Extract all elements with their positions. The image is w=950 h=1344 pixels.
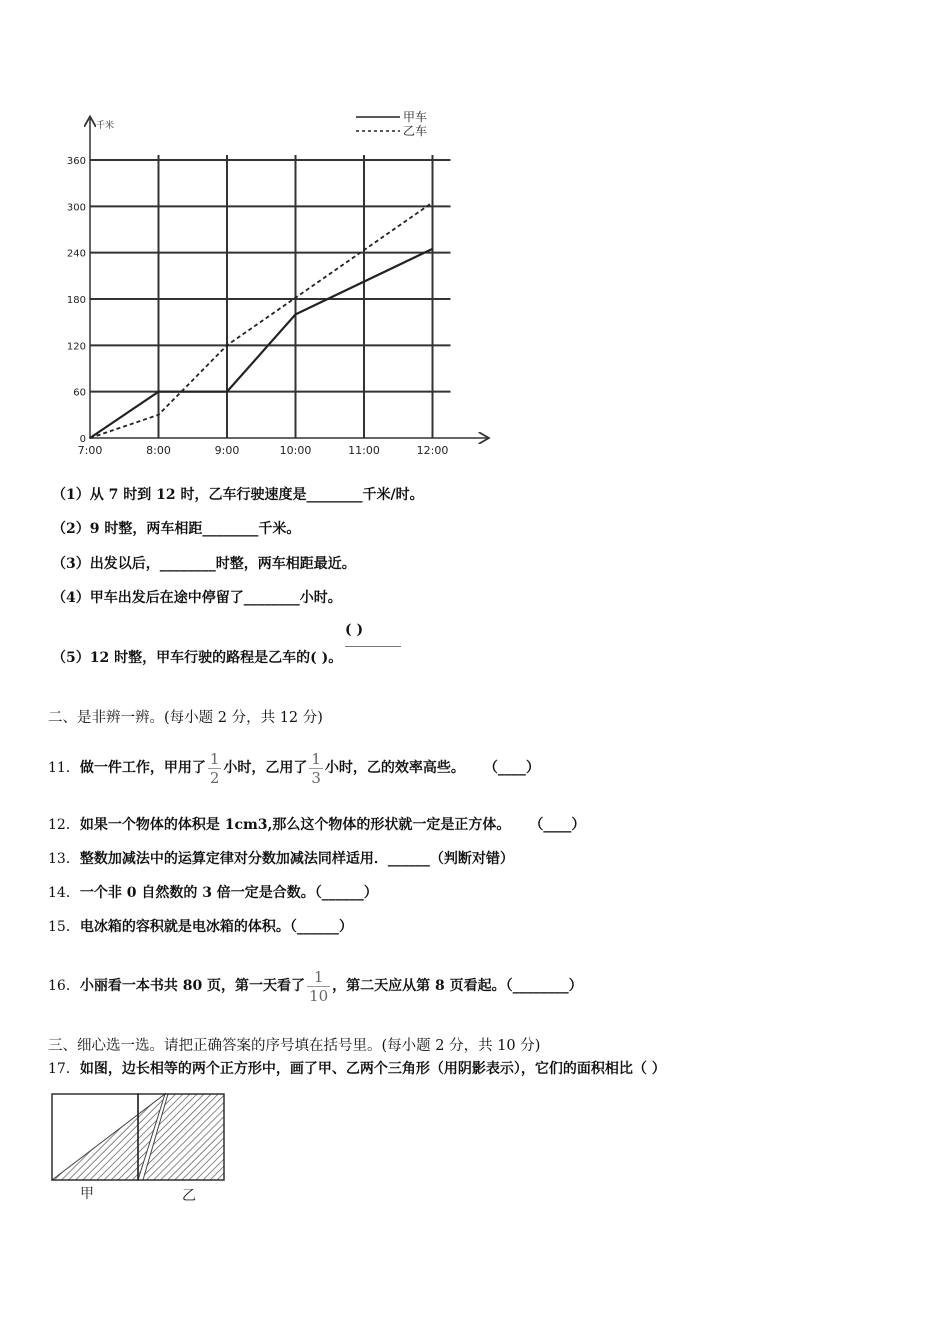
fraction-numerator-blank: ( ) (345, 622, 364, 638)
y-tick-label: 360 (66, 156, 86, 167)
question-2: （2）9 时整，两车相距________千米。 (52, 521, 301, 537)
y-tick-label: 240 (66, 248, 86, 260)
question-5-text: （5）12 时整，甲车行驶的路程是乙车的 (52, 650, 311, 666)
q11-f2-den: 3 (311, 768, 321, 787)
q12-answer-blank[interactable]: （____） (536, 817, 586, 833)
fraction-bar (345, 646, 401, 647)
legend-label-1: 甲车 (403, 110, 428, 124)
q13-number: 13． (48, 851, 80, 867)
x-tick-label: 10:00 (279, 444, 312, 457)
x-tick-label: 9:00 (214, 444, 240, 457)
q16-text-a: 小丽看一本书共 80 页，第一天看了 (79, 978, 306, 994)
q16-f-den: 10 (309, 986, 329, 1005)
q11-f1-num: 1 (209, 749, 220, 768)
q11-fraction-2 (309, 750, 323, 787)
q14-number: 14． (48, 885, 80, 901)
chart-axes (90, 118, 488, 438)
q16-fraction (307, 968, 330, 1005)
q16-f-num: 1 (307, 968, 330, 987)
q13-text: 整数加减法中的运算定律对分数加减法同样适用．______（判断对错） (79, 851, 514, 867)
y-tick-label: 0 (79, 434, 86, 445)
series-point (158, 414, 160, 416)
label-jia: 甲 (80, 1186, 94, 1202)
q11-fraction-1 (208, 750, 222, 787)
chart-grid (90, 155, 451, 438)
x-tick-label: 8:00 (146, 444, 171, 457)
series-point (226, 345, 228, 347)
q12-number: 12． (48, 817, 80, 833)
q11-text-a: 做一件工作，甲用了 (79, 760, 206, 776)
q15-number: 15． (48, 919, 80, 935)
label-yi: 乙 (182, 1188, 196, 1204)
question-15 (48, 918, 353, 936)
question-5-suffix: 。 (328, 650, 343, 666)
y-tick-label: 60 (73, 387, 86, 399)
y-tick-label: 120 (66, 341, 86, 353)
two-squares-figure (50, 1092, 230, 1207)
question-12 (48, 816, 585, 834)
section-2-heading: 二、是非辨一辨。(每小题 2 分，共 12 分) (48, 710, 323, 726)
q14-text: 一个非 0 自然数的 3 倍一定是合数。（______） (79, 885, 378, 901)
x-tick-label: 12:00 (416, 444, 449, 457)
series-line-1 (90, 249, 433, 438)
question-13 (48, 850, 514, 868)
fraction-denominator-blank: ( ) (310, 650, 329, 666)
y-tick-label: 180 (66, 295, 86, 306)
distance-time-chart (60, 100, 500, 470)
x-tick-label: 7:00 (77, 444, 103, 457)
q17-number: 17． (48, 1061, 80, 1077)
legend-label-2: 乙车 (403, 124, 428, 138)
chart-labels (67, 119, 448, 457)
q11-text-b: 小时，乙用了 (223, 760, 308, 776)
series-point (89, 437, 91, 439)
q15-text: 电冰箱的容积就是电冰箱的体积。（______） (79, 919, 353, 935)
question-4: （4）甲车出发后在途中停留了________小时。 (52, 590, 342, 606)
question-16 (48, 966, 583, 1006)
series-point (295, 314, 297, 316)
series-point (432, 202, 434, 204)
q12-text: 如果一个物体的体积是 1cm3,那么这个物体的形状就一定是正方体。 (79, 817, 511, 833)
q11-answer-blank[interactable]: （____） (490, 760, 540, 776)
question-14 (48, 884, 378, 902)
series-point (432, 248, 434, 250)
q16-text-b: ，第二天应从第 8 页看起。（________） (332, 978, 583, 994)
question-1: （1）从 7 时到 12 时，乙车行驶速度是________千米/时。 (52, 487, 424, 503)
chart-series (89, 202, 433, 439)
question-17 (48, 1060, 666, 1078)
q11-f1-den: 2 (209, 768, 220, 787)
y-axis-label: 千米 (96, 121, 115, 131)
question-3: （3）出发以后，________时整，两车相距最近。 (52, 556, 356, 572)
question-5 (52, 649, 342, 667)
q11-f2-num: 1 (311, 749, 321, 768)
series-point (158, 391, 160, 393)
series-point (226, 391, 228, 393)
section-3-heading: 三、细心选一选。请把正确答案的序号填在括号里。(每小题 2 分，共 10 分) (48, 1038, 541, 1054)
q11-number: 11． (48, 760, 80, 776)
q17-text: 如图，边长相等的两个正方形中，画了甲、乙两个三角形（用阴影表示），它们的面积相比（ ） (79, 1061, 666, 1077)
y-tick-label: 300 (66, 202, 86, 214)
q11-text-c: 小时，乙的效率高些。 (324, 760, 465, 776)
x-tick-label: 11:00 (348, 444, 380, 457)
chart-legend (356, 110, 427, 138)
question-11 (48, 748, 540, 788)
q16-number: 16． (48, 978, 80, 994)
